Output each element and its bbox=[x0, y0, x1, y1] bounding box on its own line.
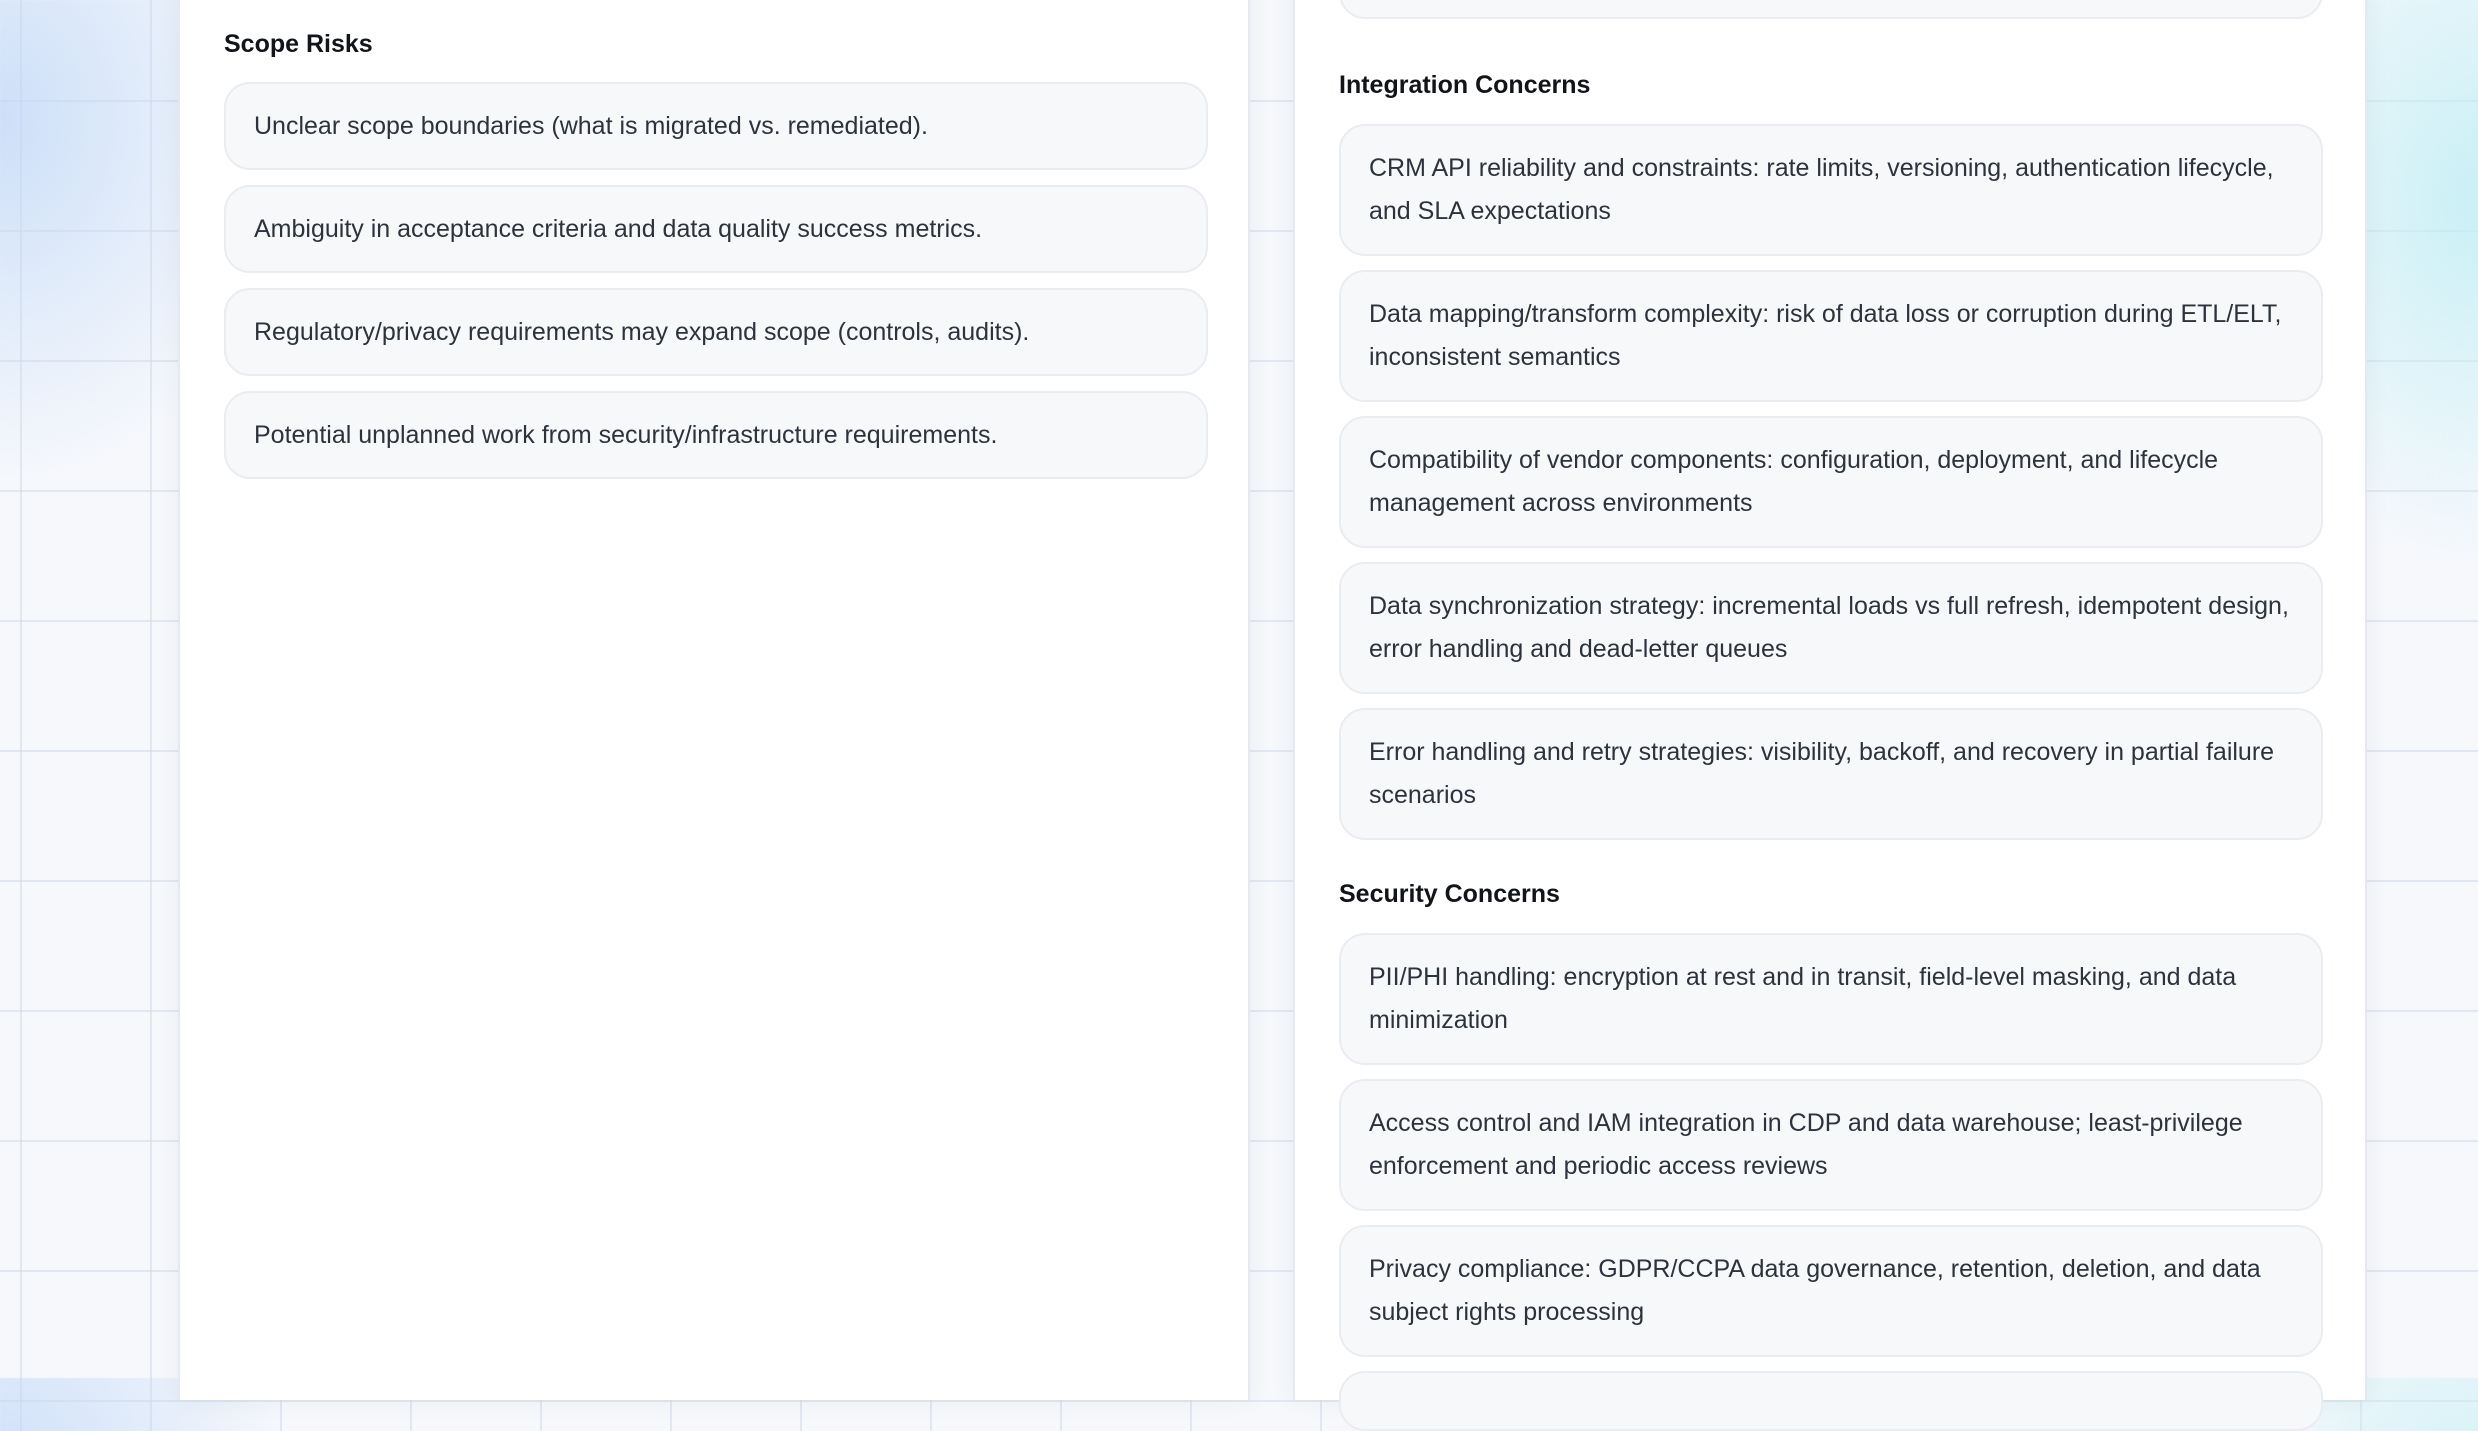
list-item-text: Compatibility of vendor components: configuration, deployment, and lifecycle management across environments bbox=[1369, 446, 2219, 517]
list-item bbox=[1339, 1225, 2323, 1357]
list-item-text: Access control and IAM integration in CDP and data warehouse; least-privilege enforcement and periodic access reviews bbox=[1369, 1109, 2243, 1180]
list-item-text: Data mapping/transform complexity: risk of data loss or corruption during ETL/ELT, inconsistent semantics bbox=[1369, 300, 2282, 371]
scope-risks-title: Scope Risks bbox=[224, 30, 373, 58]
list-item bbox=[1339, 562, 2323, 694]
list-item-text: CRM API reliability and constraints: rate limits, versioning, authentication lifecycle, and SLA expectations bbox=[1369, 154, 2274, 225]
list-item-text: Ambiguity in acceptance criteria and data quality success metrics. bbox=[254, 214, 983, 243]
list-item bbox=[224, 82, 1208, 170]
list-item bbox=[224, 185, 1208, 273]
scope-risks-panel bbox=[178, 0, 1250, 1400]
list-item-text: Potential unplanned work from security/infrastructure requirements. bbox=[254, 420, 998, 449]
integration-concerns-title: Integration Concerns bbox=[1339, 71, 1591, 99]
security-concerns-title: Security Concerns bbox=[1339, 880, 1560, 908]
list-item bbox=[224, 391, 1208, 479]
list-item-text: Unclear scope boundaries (what is migrated vs. remediated). bbox=[254, 111, 928, 140]
list-item-text: Error handling and retry strategies: visibility, backoff, and recovery in partial failure scenarios bbox=[1369, 738, 2275, 809]
list-item bbox=[1339, 0, 2323, 19]
list-item bbox=[1339, 933, 2323, 1065]
list-item-text: Privacy compliance: GDPR/CCPA data governance, retention, deletion, and data subject rights processing bbox=[1369, 1255, 2261, 1326]
list-item-text: Regulatory/privacy requirements may expand scope (controls, audits). bbox=[254, 317, 1030, 346]
list-item bbox=[1339, 708, 2323, 840]
list-item bbox=[1339, 270, 2323, 402]
list-item bbox=[1339, 416, 2323, 548]
list-item bbox=[224, 288, 1208, 376]
list-item bbox=[1339, 1079, 2323, 1211]
list-item-text: Data synchronization strategy: incremental loads vs full refresh, idempotent design, error handling and dead-letter queues bbox=[1369, 592, 2289, 663]
concerns-panel bbox=[1293, 0, 2367, 1400]
list-item bbox=[1339, 1371, 2323, 1431]
list-item-text: PII/PHI handling: encryption at rest and in transit, field-level masking, and data minimization bbox=[1369, 963, 2237, 1034]
list-item bbox=[1339, 124, 2323, 256]
